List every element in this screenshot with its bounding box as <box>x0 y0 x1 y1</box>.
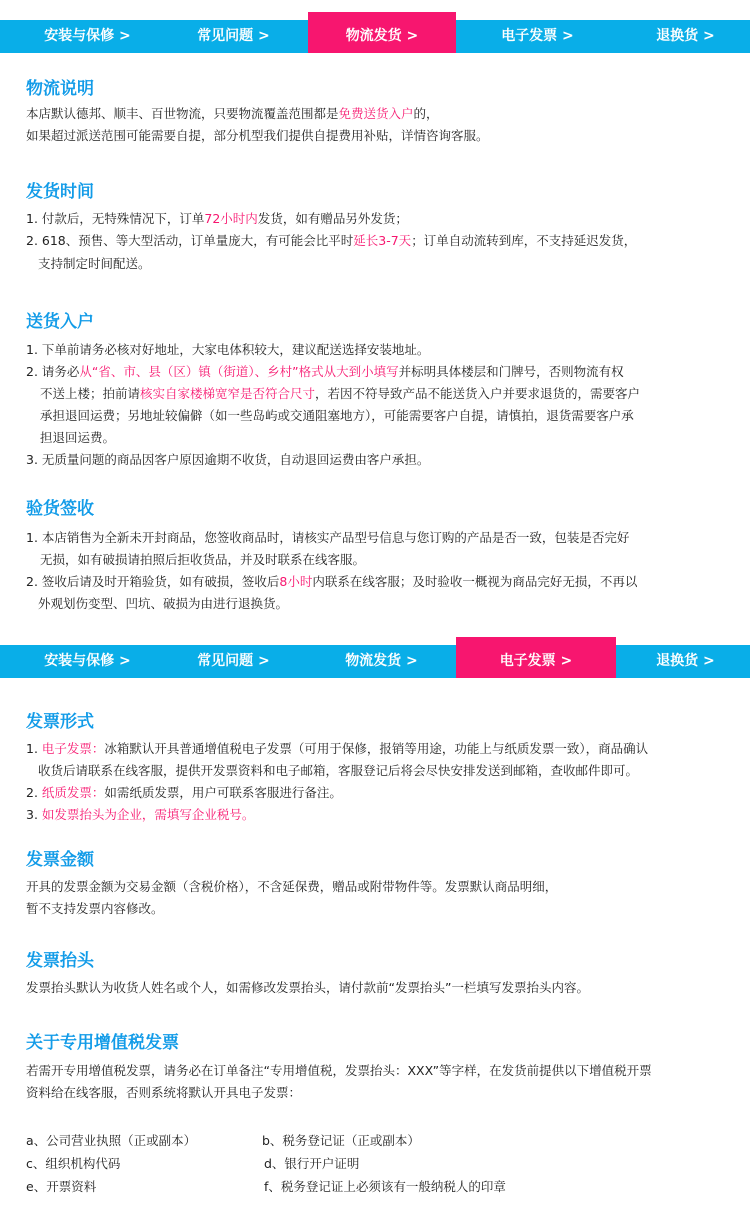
invoice-form-item-1: 1. 电子发票：冰箱默认开具普通增值税电子发票（可用于保修，报销等用途，功能上与纸质发票一致），商品确认 <box>26 741 649 756</box>
ship-time-item-1: 1. 付款后，无特殊情况下，订单72小时内发货，如有赠品另外发货； <box>26 211 408 226</box>
tab-returns[interactable]: 退换货 > <box>656 28 715 44</box>
delivery-item-2-cont-3: 担退回运费。 <box>40 430 116 445</box>
vat-doc-b: b、税务登记证（正或副本） <box>262 1133 420 1148</box>
nav-bar-middle <box>0 645 750 678</box>
tab-e-invoice[interactable]: 电子发票 > <box>456 637 616 678</box>
logistics-line-2: 如果超过派送范围可能需要自提，部分机型我们提供自提费用补贴，详情咨询客服。 <box>26 128 489 143</box>
tab-returns[interactable]: 退换货 > <box>656 653 715 669</box>
vat-doc-a: a、公司营业执照（正或副本） <box>26 1133 197 1148</box>
free-delivery-highlight: 免费送货入户 <box>338 106 414 121</box>
vat-line-1: 若需开专用增值税发票，请务必在订单备注“专用增值税，发票抬头：XXX”等字样，在发货前提供以下增值税开票 <box>26 1063 652 1078</box>
vat-title: 关于专用增值税发票 <box>26 1033 179 1053</box>
vat-doc-e: e、开票资料 <box>26 1179 97 1194</box>
invoice-form-item-3: 3. 如发票抬头为企业，需填写企业税号。 <box>26 807 255 822</box>
tab-install-warranty[interactable]: 安装与保修 > <box>44 653 131 669</box>
tab-logistics[interactable]: 物流发货 > <box>308 12 456 53</box>
vat-doc-c: c、组织机构代码 <box>26 1156 121 1171</box>
delivery-item-2-cont-1: 不送上楼；拍前请核实自家楼梯宽窄是否符合尺寸，若因不符导致产品不能送货入户并要求退货的，需要客户 <box>40 386 641 401</box>
vat-line-2: 资料给在线客服，否则系统将默认开具电子发票： <box>26 1085 302 1100</box>
vat-doc-f: f、税务登记证上必须该有一般纳税人的印章 <box>264 1179 506 1194</box>
ship-time-item-2-cont: 支持制定时间配送。 <box>38 256 151 271</box>
ship-time-item-2: 2. 618、预售、等大型活动，订单量庞大，有可能会比平时延长3-7天；订单自动流转到库，不支持延迟发货， <box>26 233 637 248</box>
invoice-form-item-2: 2. 纸质发票：如需纸质发票，用户可联系客服进行备注。 <box>26 785 342 800</box>
tab-e-invoice[interactable]: 电子发票 > <box>501 28 574 44</box>
delivery-item-3: 3. 无质量问题的商品因客户原因逾期不收货，自动退回运费由客户承担。 <box>26 452 430 467</box>
vat-doc-d: d、银行开户证明 <box>264 1156 360 1171</box>
invoice-header-line: 发票抬头默认为收货人姓名或个人，如需修改发票抬头，请付款前“发票抬头”一栏填写发票抬头内容。 <box>26 980 589 995</box>
invoice-form-item-1-cont: 收货后请联系在线客服，提供开发票资料和电子邮箱，客服登记后将会尽快安排发送到邮箱，查收邮件即可。 <box>38 763 639 778</box>
invoice-amount-title: 发票金额 <box>26 850 94 870</box>
delivery-item-2: 2. 请务必从“省、市、县（区）镇（街道）、乡村”格式从大到小填写并标明具体楼层和门牌号，否则物流有权 <box>26 364 624 379</box>
delivery-item-2-cont-2: 承担退回运费；另地址较偏僻（如一些岛屿或交通阻塞地方），可能需要客户自提，请慎拍，退货需要客户承 <box>40 408 634 423</box>
invoice-amount-line-1: 开具的发票金额为交易金额（含税价格），不含延保费，赠品或附带物件等。发票默认商品明细， <box>26 879 558 894</box>
ship-time-title: 发货时间 <box>26 182 94 202</box>
logistics-line-1: 本店默认德邦、顺丰、百世物流，只要物流覆盖范围都是免费送货入户的， <box>26 106 439 121</box>
invoice-amount-line-2: 暂不支持发票内容修改。 <box>26 901 164 916</box>
tab-logistics[interactable]: 物流发货 > <box>345 653 418 669</box>
delivery-title: 送货入户 <box>26 312 94 332</box>
logistics-title: 物流说明 <box>26 79 94 99</box>
inspection-item-2: 2. 签收后请及时开箱验货，如有破损，签收后8小时内联系在线客服；及时验收一概视为商品完好无损，不再以 <box>26 574 638 589</box>
invoice-form-title: 发票形式 <box>26 712 94 732</box>
inspection-item-1: 1. 本店销售为全新未开封商品，您签收商品时，请核实产品型号信息与您订购的产品是否一致，包装是否完好 <box>26 530 630 545</box>
inspection-item-2-cont: 外观划伤变型、凹坑、破损为由进行退换货。 <box>38 596 289 611</box>
invoice-header-title: 发票抬头 <box>26 951 94 971</box>
tab-install-warranty[interactable]: 安装与保修 > <box>44 28 131 44</box>
tab-faq[interactable]: 常见问题 > <box>197 28 270 44</box>
nav-bar-top <box>0 20 750 53</box>
inspection-item-1-cont: 无损，如有破损请拍照后拒收货品，并及时联系在线客服。 <box>40 552 366 567</box>
inspection-title: 验货签收 <box>26 499 94 519</box>
delivery-item-1: 1. 下单前请务必核对好地址，大家电体积较大，建议配送选择安装地址。 <box>26 342 430 357</box>
tab-faq[interactable]: 常见问题 > <box>197 653 270 669</box>
